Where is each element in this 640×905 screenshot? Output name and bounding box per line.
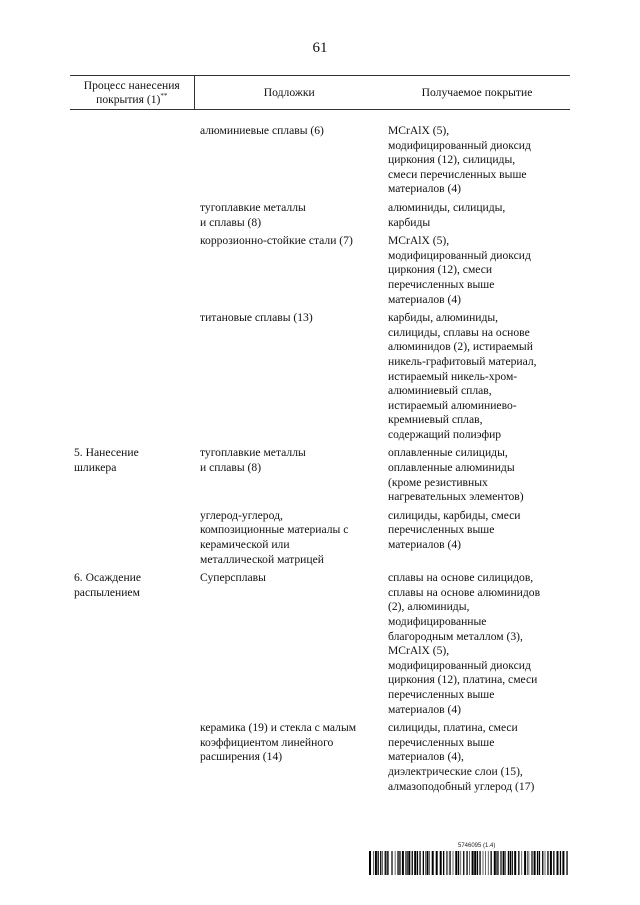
coating-cell: силициды, карбиды, смеси перечисленных выше материалов (4) bbox=[388, 508, 521, 552]
substrate-cell: керамика (19) и стекла с малым коэффициентом линейного расширения (14) bbox=[200, 721, 357, 764]
barcode-image bbox=[369, 851, 569, 875]
table-row bbox=[70, 124, 570, 201]
page-number: 61 bbox=[312, 40, 328, 56]
substrate-cell: углерод-углерод, композиционные материалы с керамической или металлической матрицей bbox=[200, 508, 349, 566]
table-spacer bbox=[70, 110, 570, 125]
substrate-cell: тугоплавкие металлы и сплавы (8) bbox=[200, 200, 306, 229]
process-cell bbox=[70, 311, 194, 446]
coating-cell: MCrAlX (5), модифицированный диоксид циркония (12), смеси перечисленных выше материалов (4) bbox=[388, 234, 531, 306]
coating-table bbox=[70, 75, 570, 798]
substrate-cell: тугоплавкие металлы и сплавы (8) bbox=[200, 446, 306, 475]
substrate-cell: алюминиевые сплавы (6) bbox=[200, 124, 324, 137]
barcode-caption: 5746095 (1.4) bbox=[458, 843, 496, 849]
header-substrates: Подложки bbox=[194, 76, 384, 110]
coating-cell: карбиды, алюминиды, силициды, сплавы на основе алюминидов (2), истираемый никель-графитовый материал, истираемый никель-хром- алюминиевый сплав, истираемый алюминиево- кремниевый сплав, содержащий полиэфир bbox=[388, 311, 537, 441]
table-header-row bbox=[70, 76, 570, 110]
process-cell: 5. Нанесение шликера bbox=[74, 446, 139, 475]
coating-cell: MCrAlX (5), модифицированный диоксид циркония (12), силициды, смеси перечисленных выше материалов (4) bbox=[388, 124, 531, 196]
coating-cell: силициды, платина, смеси перечисленных выше материалов (4), диэлектрические слои (15), алмазоподобный углерод (17) bbox=[388, 721, 535, 793]
process-cell bbox=[70, 721, 194, 798]
process-cell bbox=[70, 124, 194, 201]
table-row bbox=[70, 721, 570, 798]
coating-cell: алюминиды, силициды, карбиды bbox=[388, 200, 506, 229]
process-cell bbox=[70, 234, 194, 311]
header-process bbox=[70, 76, 194, 110]
process-cell bbox=[70, 509, 194, 571]
substrate-cell: коррозионно-стойкие стали (7) bbox=[200, 234, 353, 248]
table-row bbox=[70, 311, 570, 446]
coating-cell: оплавленные силициды, оплавленные алюминиды (кроме резистивных нагревательных элементов) bbox=[388, 446, 524, 504]
coating-cell: сплавы на основе силицидов, сплавы на основе алюминидов (2), алюминиды, модифицированные благородным металлом (3), MCrAlX (5), модифицированный диоксид циркония (12), платина, смеси перечисленных выше материалов (4) bbox=[388, 571, 541, 716]
process-cell bbox=[70, 201, 194, 234]
process-cell: 6. Осаждение распылением bbox=[74, 571, 142, 599]
table-row bbox=[70, 571, 570, 721]
table-row bbox=[70, 446, 570, 508]
header-process-label: Процесс нанесения покрытия (1) bbox=[83, 79, 180, 106]
substrate-cell: титановые сплавы (13) bbox=[200, 311, 313, 325]
header-process-footnote-mark: ** bbox=[160, 91, 168, 100]
header-coating: Получаемое покрытие bbox=[384, 76, 570, 110]
table-row bbox=[70, 234, 570, 311]
substrate-cell: Суперсплавы bbox=[200, 571, 266, 585]
table-row bbox=[70, 509, 570, 571]
table-row bbox=[70, 201, 570, 234]
